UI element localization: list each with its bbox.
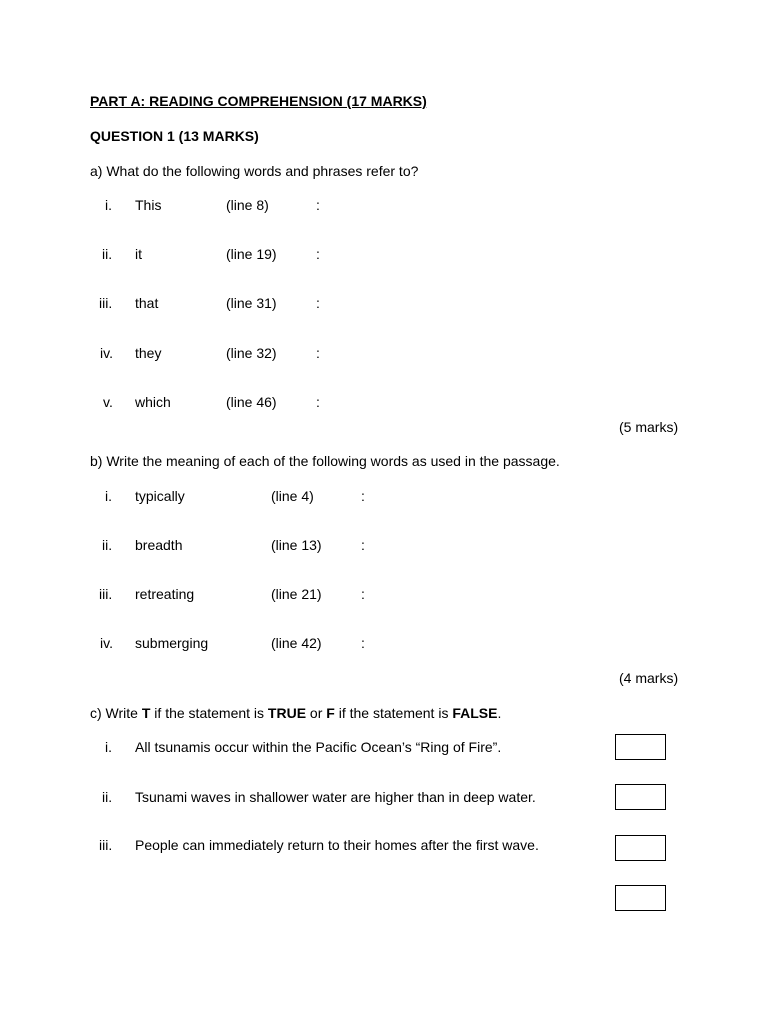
item-word: retreating bbox=[135, 586, 195, 602]
part-title: PART A: READING COMPREHENSION (17 MARKS) bbox=[90, 93, 427, 109]
item-colon: : bbox=[361, 488, 365, 504]
prompt-bold-false: FALSE bbox=[452, 705, 498, 721]
item-line-ref: (line 21) bbox=[271, 586, 322, 602]
item-number: i. bbox=[105, 197, 112, 213]
prompt-bold-true: TRUE bbox=[267, 705, 307, 721]
section-a-prompt: a) What do the following words and phrases refer to? bbox=[90, 163, 419, 179]
item-line-ref: (line 31) bbox=[226, 295, 277, 311]
item-number: ii. bbox=[102, 789, 113, 805]
item-line-ref: (line 13) bbox=[271, 537, 322, 553]
prompt-bold-f: F bbox=[326, 705, 335, 721]
question-title: QUESTION 1 (13 MARKS) bbox=[90, 128, 259, 144]
item-line-ref: (line 42) bbox=[271, 635, 322, 651]
prompt-text: c) Write bbox=[90, 705, 142, 721]
answer-box[interactable] bbox=[615, 784, 666, 810]
item-number: iii. bbox=[99, 295, 113, 311]
prompt-text: . bbox=[497, 705, 502, 721]
item-line-ref: (line 4) bbox=[271, 488, 314, 504]
item-number: iv. bbox=[100, 345, 113, 361]
prompt-text: if the statement is bbox=[334, 705, 453, 721]
section-b-marks: (4 marks) bbox=[619, 670, 679, 686]
item-word: typically bbox=[135, 488, 185, 504]
item-colon: : bbox=[361, 635, 365, 651]
item-word: which bbox=[135, 394, 171, 410]
item-word: breadth bbox=[135, 537, 183, 553]
item-colon: : bbox=[361, 537, 365, 553]
item-line-ref: (line 32) bbox=[226, 345, 277, 361]
statement-text: All tsunamis occur within the Pacific Ocean’s “Ring of Fire”. bbox=[135, 739, 502, 755]
item-word: it bbox=[135, 246, 142, 262]
item-number: v. bbox=[103, 394, 113, 410]
item-word: they bbox=[135, 345, 162, 361]
item-colon: : bbox=[316, 197, 320, 213]
item-line-ref: (line 46) bbox=[226, 394, 277, 410]
item-colon: : bbox=[316, 246, 320, 262]
item-colon: : bbox=[361, 586, 365, 602]
item-colon: : bbox=[316, 345, 320, 361]
section-b-prompt: b) Write the meaning of each of the following words as used in the passage. bbox=[90, 453, 560, 469]
answer-box[interactable] bbox=[615, 885, 666, 911]
item-number: ii. bbox=[102, 246, 113, 262]
item-number: iii. bbox=[99, 586, 113, 602]
item-word: submerging bbox=[135, 635, 209, 651]
item-line-ref: (line 19) bbox=[226, 246, 277, 262]
answer-box[interactable] bbox=[615, 734, 666, 760]
item-number: ii. bbox=[102, 537, 113, 553]
item-word: that bbox=[135, 295, 159, 311]
prompt-text: if the statement is bbox=[150, 705, 268, 721]
item-colon: : bbox=[316, 394, 320, 410]
item-colon: : bbox=[316, 295, 320, 311]
prompt-text: or bbox=[306, 705, 327, 721]
item-number: iii. bbox=[99, 837, 113, 853]
statement-text: Tsunami waves in shallower water are higher than in deep water. bbox=[135, 789, 536, 805]
answer-box[interactable] bbox=[615, 835, 666, 861]
statement-text: People can immediately return to their homes after the first wave. bbox=[135, 837, 539, 853]
section-c-prompt bbox=[90, 704, 501, 722]
item-line-ref: (line 8) bbox=[226, 197, 269, 213]
item-number: i. bbox=[105, 488, 112, 504]
item-number: iv. bbox=[100, 635, 113, 651]
prompt-bold-t: T bbox=[141, 705, 151, 721]
item-word: This bbox=[135, 197, 162, 213]
item-number: i. bbox=[105, 739, 112, 755]
section-a-marks: (5 marks) bbox=[619, 419, 679, 435]
